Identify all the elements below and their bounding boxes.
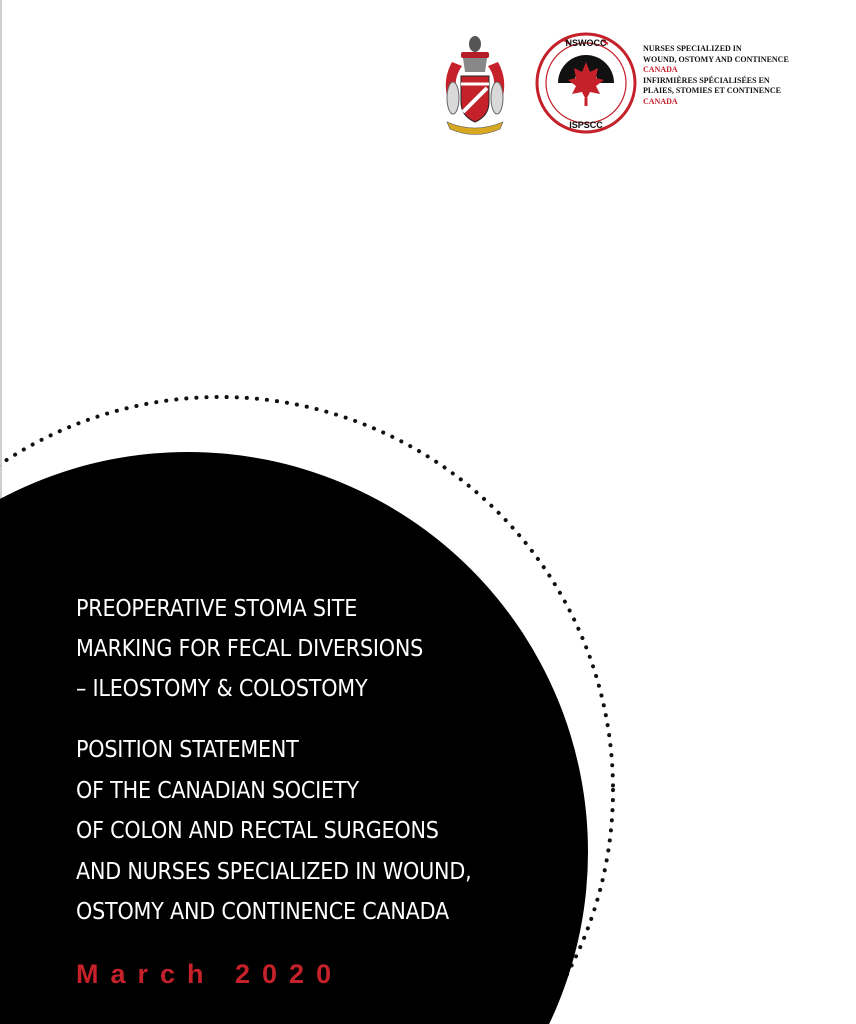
org-line-fr-1: INFIRMIÈRES SPÉCIALISÉES EN (643, 75, 770, 85)
position-statement (76, 730, 506, 933)
document-title (76, 589, 496, 709)
seal-bottom-text: ISPSCC (569, 120, 603, 130)
org-line-fr-2: PLAIES, STOMIES ET CONTINENCE (643, 86, 781, 95)
title-line: – ILEOSTOMY & COLOSTOMY (76, 676, 368, 702)
organization-name (643, 44, 843, 107)
crest-icon (446, 36, 505, 135)
seal-top-text: NSWOCC (565, 38, 607, 48)
statement-line: AND NURSES SPECIALIZED IN WOUND, (76, 858, 472, 885)
title-line: MARKING FOR FECAL DIVERSIONS (76, 636, 424, 662)
statement-line: POSITION STATEMENT (76, 737, 299, 763)
org-country-fr: CANADA (643, 96, 678, 106)
org-country-en: CANADA (643, 65, 678, 74)
org-line-en-1: NURSES SPECIALIZED IN (643, 44, 742, 53)
publication-date: March 2020 (76, 959, 344, 989)
statement-line: OF THE CANADIAN SOCIETY (76, 777, 359, 804)
nswocc-seal-icon (537, 34, 635, 132)
title-line: PREOPERATIVE STOMA SITE (76, 596, 358, 622)
org-line-en-2: WOUND, OSTOMY AND CONTINENCE (643, 54, 789, 64)
statement-line: OSTOMY AND CONTINENCE CANADA (76, 899, 449, 925)
statement-line: OF COLON AND RECTAL SURGEONS (76, 818, 439, 844)
